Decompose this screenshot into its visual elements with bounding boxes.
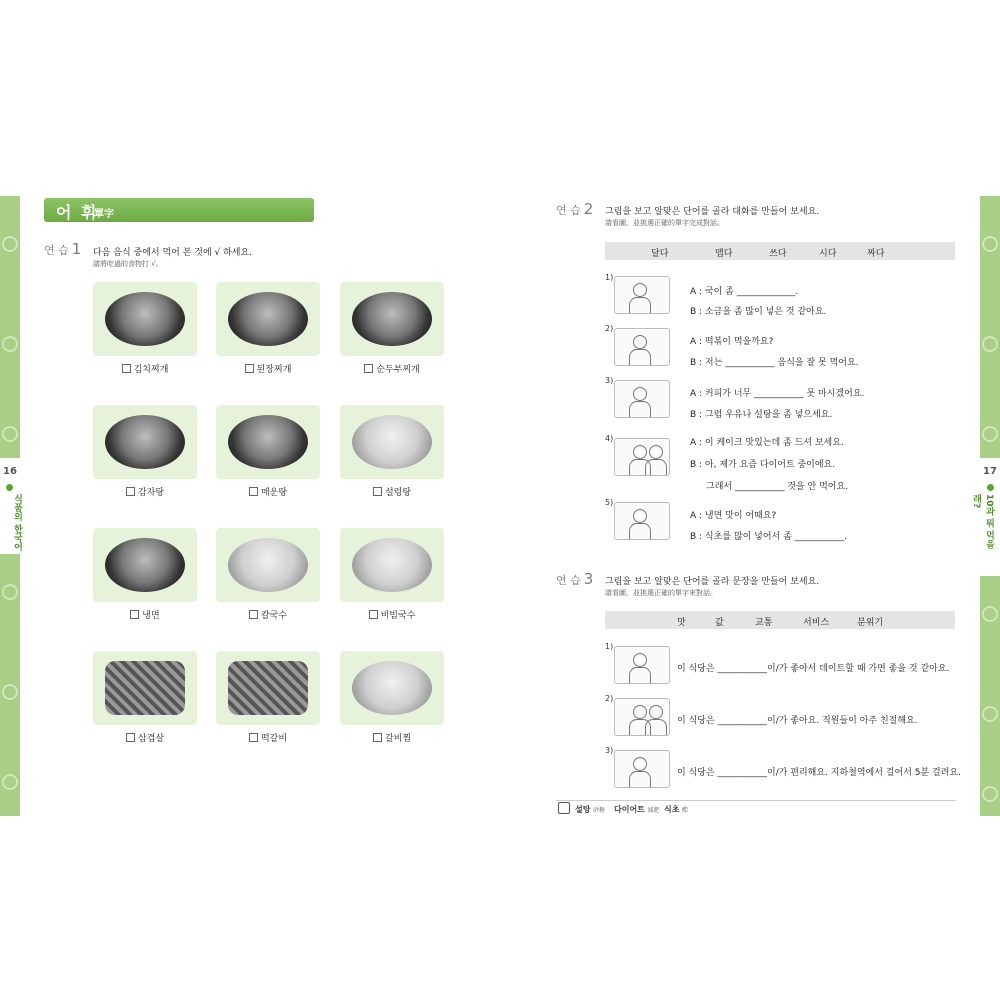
side-dot bbox=[6, 484, 13, 491]
food-label: 매운탕 bbox=[260, 488, 288, 498]
exercise-number: 3 bbox=[583, 570, 594, 588]
question-number: 4) bbox=[605, 434, 614, 443]
food-photo bbox=[340, 528, 444, 602]
dialogue-line: A : 커피가 너무 ___________ 못 마시겠어요. bbox=[690, 389, 865, 399]
left-side-tab-top bbox=[0, 196, 20, 458]
exercise-label-text: 연 습 bbox=[556, 574, 581, 587]
word-bank-item: 짜다 bbox=[867, 249, 885, 259]
vocabulary-section-bar bbox=[44, 198, 314, 222]
food-label: 비빔국수 bbox=[380, 611, 416, 621]
food-photo bbox=[340, 405, 444, 479]
food-item bbox=[216, 651, 320, 744]
swirl-ornament bbox=[982, 336, 998, 352]
food-checkbox[interactable] bbox=[373, 733, 382, 742]
dialogue-line: B : 소금을 좀 많이 넣은 것 같아요. bbox=[690, 307, 827, 317]
sentence-line: 이 식당은 ___________이/가 좋아요. 직원들이 아주 친절해요. bbox=[677, 716, 918, 726]
exercise-number: 2 bbox=[583, 200, 594, 218]
swirl-ornament bbox=[2, 774, 18, 790]
glossary-entry bbox=[614, 804, 659, 815]
exercise-3-instruction: 그림을 보고 알맞은 단어를 골라 문장을 만들어 보세요. bbox=[605, 577, 820, 587]
illustration bbox=[614, 502, 670, 540]
word-bank-item: 달다 bbox=[651, 249, 669, 259]
illustration bbox=[614, 438, 670, 476]
food-photo bbox=[93, 405, 197, 479]
food-checkbox[interactable] bbox=[130, 610, 139, 619]
glossary-translation: 砂糖 bbox=[593, 807, 606, 814]
exercise-1-instruction: 다음 음식 중에서 먹어 본 것에 √ 하세요. bbox=[93, 248, 253, 258]
swirl-ornament bbox=[982, 786, 998, 802]
word-bank-2 bbox=[605, 242, 955, 260]
sentence-line: 이 식당은 ___________이/가 편리해요. 지하철역에서 걸어서 5분 걸려요. bbox=[677, 768, 961, 778]
food-checkbox[interactable] bbox=[369, 610, 378, 619]
left-side-tab-bottom bbox=[0, 554, 20, 816]
left-side-label: 식품의 한국어 bbox=[12, 494, 22, 552]
food-label: 감자탕 bbox=[137, 488, 165, 498]
question-number: 1) bbox=[605, 642, 614, 651]
food-item bbox=[216, 405, 320, 498]
question-number: 2) bbox=[605, 324, 614, 333]
illustration bbox=[614, 380, 670, 418]
food-checkbox[interactable] bbox=[373, 487, 382, 496]
illustration bbox=[614, 750, 670, 788]
word-bank-item: 분위기 bbox=[857, 618, 884, 628]
right-side-tab-bottom bbox=[980, 576, 1000, 816]
glossary-translation: 減肥 bbox=[647, 807, 660, 814]
food-photo bbox=[216, 651, 320, 725]
book-spread bbox=[0, 196, 1000, 816]
glossary-word: 설탕 bbox=[575, 805, 591, 814]
word-bank-item: 값 bbox=[715, 618, 724, 628]
food-checkbox[interactable] bbox=[126, 733, 135, 742]
food-item bbox=[93, 405, 197, 498]
page-number-right: 17 bbox=[983, 466, 997, 477]
dialogue-line: B : 아, 제가 요즘 다이어트 중이에요. bbox=[690, 460, 836, 470]
food-item bbox=[340, 528, 444, 621]
food-photo bbox=[93, 528, 197, 602]
section-title: 어 휘 bbox=[56, 203, 99, 222]
food-item bbox=[93, 528, 197, 621]
right-side-label: 10과 뭐 먹을래? bbox=[971, 494, 994, 549]
exercise-2-label bbox=[556, 200, 593, 218]
food-item bbox=[340, 405, 444, 498]
glossary-word: 식초 bbox=[664, 805, 680, 814]
illustration bbox=[614, 328, 670, 366]
question-number: 3) bbox=[605, 376, 614, 385]
exercise-2-instruction-zh: 請看圖，並挑選正確的單字完成對話。 bbox=[605, 219, 724, 227]
food-photo bbox=[216, 528, 320, 602]
food-photo bbox=[93, 651, 197, 725]
exercise-1-label bbox=[44, 240, 81, 258]
exercise-1-instruction-zh: 請將吃過的食物打 √。 bbox=[93, 260, 163, 268]
food-label: 떡갈비 bbox=[260, 734, 288, 744]
exercise-number: 1 bbox=[71, 240, 82, 258]
word-bank-item: 교통 bbox=[755, 618, 773, 628]
question-number: 2) bbox=[605, 694, 614, 703]
food-checkbox[interactable] bbox=[122, 364, 131, 373]
pencil-icon bbox=[558, 802, 570, 814]
word-bank-item: 시다 bbox=[819, 249, 837, 259]
section-title-zh: 單字 bbox=[94, 209, 114, 220]
swirl-ornament bbox=[982, 426, 998, 442]
footer-rule bbox=[556, 800, 956, 801]
food-label: 순두부찌개 bbox=[376, 365, 420, 375]
word-bank-item: 서비스 bbox=[803, 618, 830, 628]
food-checkbox[interactable] bbox=[249, 610, 258, 619]
food-photo bbox=[340, 282, 444, 356]
dialogue-line: B : 식초를 많이 넣어서 좀 ___________. bbox=[690, 532, 847, 542]
question-number: 3) bbox=[605, 746, 614, 755]
exercise-2-instruction: 그림을 보고 알맞은 단어를 골라 대화를 만들어 보세요. bbox=[605, 207, 820, 217]
food-checkbox[interactable] bbox=[364, 364, 373, 373]
glossary-word: 다이어트 bbox=[614, 805, 645, 814]
food-item bbox=[93, 282, 197, 375]
dialogue-line: 그래서 ___________ 것을 안 먹어요. bbox=[706, 482, 849, 492]
food-label: 칼국수 bbox=[260, 611, 288, 621]
dialogue-line: A : 떡볶이 먹을까요? bbox=[690, 337, 774, 347]
page-number-left: 16 bbox=[3, 466, 17, 477]
glossary-translation: 醋 bbox=[682, 807, 689, 814]
dialogue-line: B : 저는 ___________ 음식을 잘 못 먹어요. bbox=[690, 358, 859, 368]
food-label: 냉면 bbox=[142, 611, 160, 621]
exercise-label-text: 연 습 bbox=[556, 204, 581, 217]
food-item bbox=[216, 282, 320, 375]
swirl-ornament bbox=[2, 584, 18, 600]
word-bank-item: 맛 bbox=[677, 618, 686, 628]
dialogue-line: B : 그럼 우유나 설탕을 좀 넣으세요. bbox=[690, 410, 833, 420]
food-photo bbox=[216, 405, 320, 479]
food-item bbox=[340, 282, 444, 375]
food-label: 삼겹살 bbox=[137, 734, 165, 744]
swirl-ornament bbox=[2, 684, 18, 700]
food-item bbox=[216, 528, 320, 621]
swirl-ornament bbox=[2, 236, 18, 252]
dialogue-line: A : 국이 좀 _____________. bbox=[690, 287, 799, 297]
exercise-3-instruction-zh: 請看圖，並挑選正確的單字來對話。 bbox=[605, 589, 717, 597]
food-photo bbox=[93, 282, 197, 356]
word-bank-item: 쓰다 bbox=[769, 249, 787, 259]
sentence-line: 이 식당은 ___________이/가 좋아서 데이트할 때 가면 좋을 것 같아요. bbox=[677, 664, 950, 674]
question-number: 1) bbox=[605, 273, 614, 282]
food-label: 김치찌개 bbox=[133, 365, 169, 375]
swirl-ornament bbox=[982, 706, 998, 722]
dialogue-line: A : 냉면 맛이 어때요? bbox=[690, 511, 777, 521]
glossary-entry bbox=[575, 804, 605, 815]
food-checkbox[interactable] bbox=[245, 364, 254, 373]
food-label: 갈비찜 bbox=[384, 734, 412, 744]
food-label: 설렁탕 bbox=[384, 488, 412, 498]
swirl-ornament bbox=[2, 336, 18, 352]
food-photo bbox=[216, 282, 320, 356]
food-item bbox=[93, 651, 197, 744]
glossary-entry bbox=[664, 804, 688, 815]
illustration bbox=[614, 646, 670, 684]
side-dot bbox=[987, 484, 994, 491]
illustration bbox=[614, 276, 670, 314]
right-side-tab-top bbox=[980, 196, 1000, 458]
food-checkbox[interactable] bbox=[249, 733, 258, 742]
dialogue-line: A : 이 케이크 맛있는데 좀 드셔 보세요. bbox=[690, 438, 844, 448]
swirl-ornament bbox=[982, 236, 998, 252]
exercise-3-label bbox=[556, 570, 593, 588]
food-checkbox[interactable] bbox=[126, 487, 135, 496]
food-checkbox[interactable] bbox=[249, 487, 258, 496]
word-bank-item: 맵다 bbox=[715, 249, 733, 259]
food-item bbox=[340, 651, 444, 744]
swirl-ornament bbox=[982, 606, 998, 622]
swirl-ornament bbox=[2, 426, 18, 442]
word-bank-3 bbox=[605, 611, 955, 629]
question-number: 5) bbox=[605, 498, 614, 507]
food-photo bbox=[340, 651, 444, 725]
food-label: 된장찌개 bbox=[256, 365, 292, 375]
illustration bbox=[614, 698, 670, 736]
exercise-label-text: 연 습 bbox=[44, 244, 69, 257]
